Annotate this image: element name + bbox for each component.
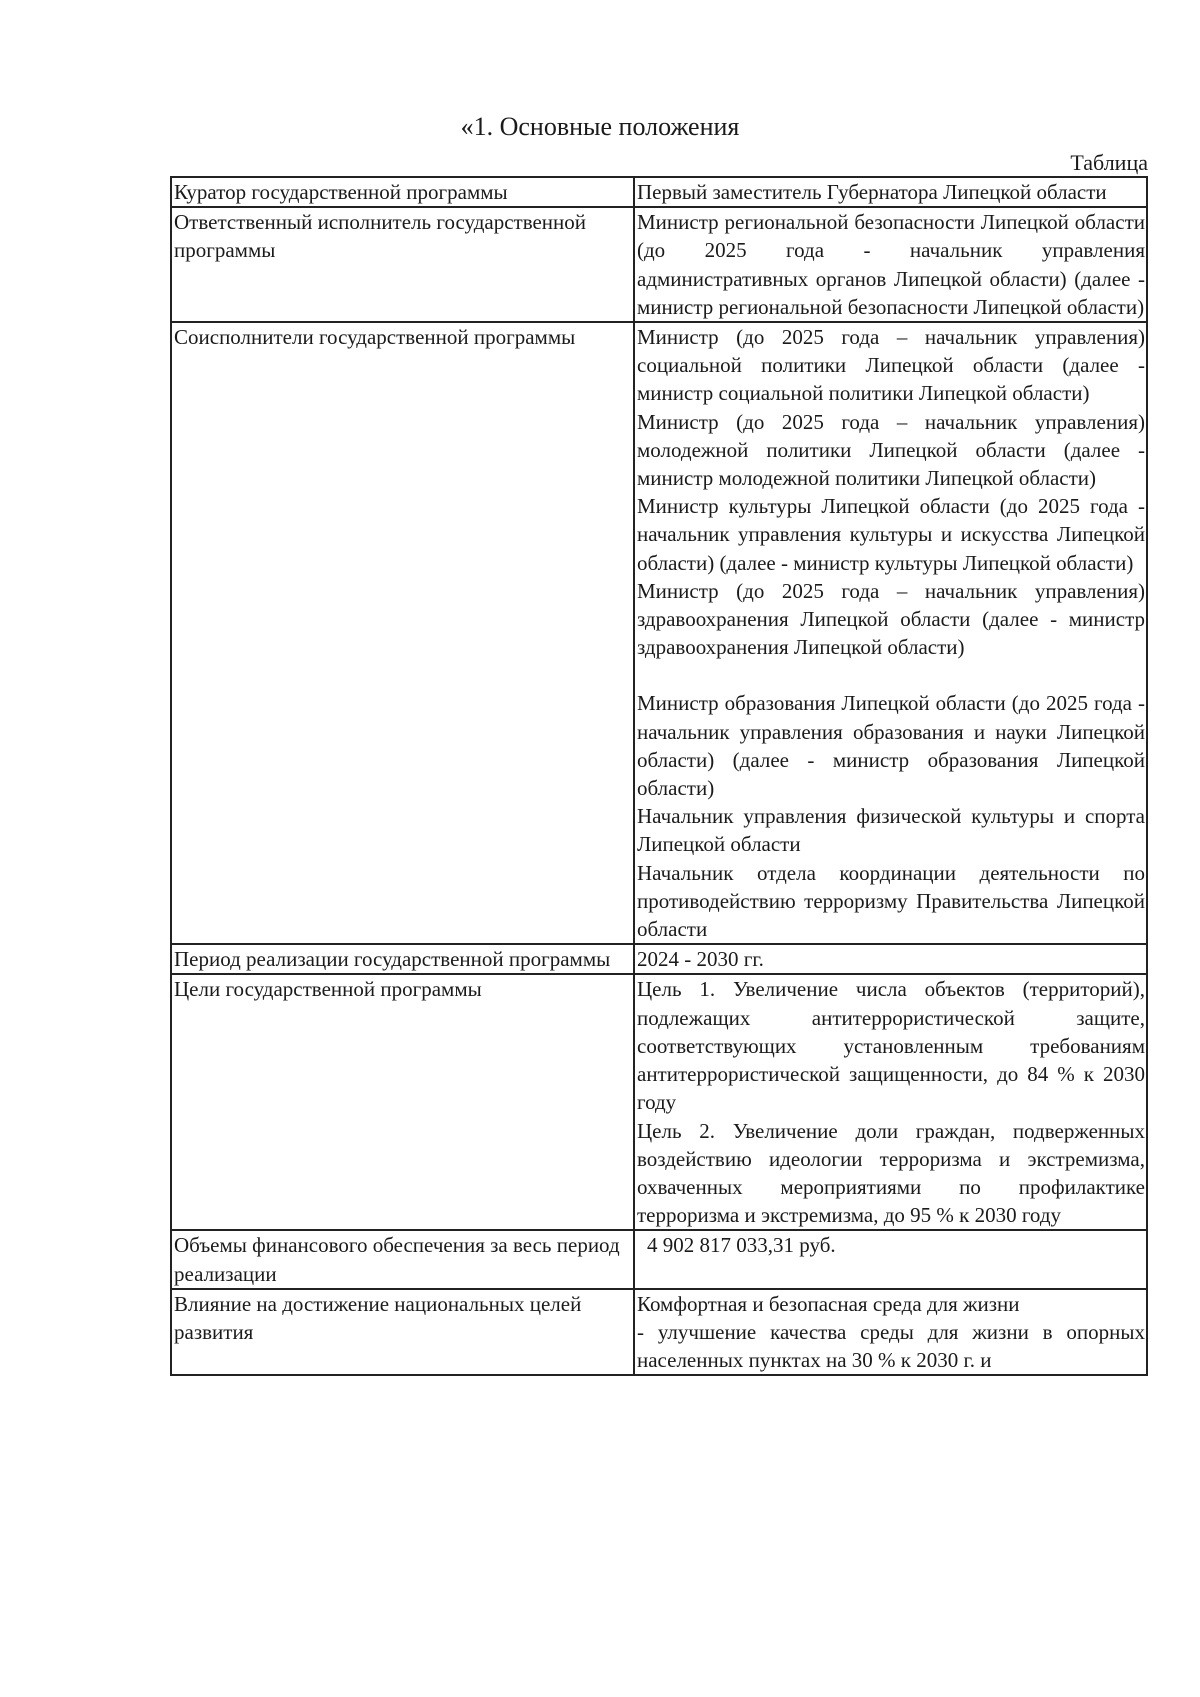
table-row-goals: [171, 974, 1147, 1230]
row-label: Период реализации государственной программы: [171, 944, 634, 974]
value-paragraph: Начальник управления физической культуры и спорта Липецкой области: [637, 804, 1145, 857]
row-value: [634, 1230, 1147, 1288]
value-paragraph: Министр (до 2025 года – начальник управления) здравоохранения Липецкой области (далее - министр здравоохранения Липецкой области): [637, 578, 1145, 660]
value-paragraph: Начальник отдела координации деятельности по противодействию терроризму Правительства Липецкой области: [637, 860, 1145, 942]
row-value: [634, 974, 1147, 1230]
value-paragraph: Министр культуры Липецкой области (до 2025 года - начальник управления культуры и искусства Липецкой области) (далее - министр культуры Липецкой области): [637, 494, 1145, 575]
row-label: Соисполнители государственной программы: [171, 322, 634, 944]
value-paragraph: 4 902 817 033,31 руб.: [647, 1233, 836, 1258]
value-paragraph: Министр (до 2025 года – начальник управления) молодежной политики Липецкой области (далее - министр молодежной политики Липецкой области): [637, 409, 1145, 491]
row-label: Цели государственной программы: [171, 974, 634, 1230]
table-row-period: [171, 944, 1147, 974]
value-paragraph: Цель 1. Увеличение числа объектов (территорий), подлежащих антитеррористической защите, соответствующих установленным требованиям антитеррористической защищенности, до 84 % к 2030 году: [637, 977, 1145, 1115]
table-row-curator: [171, 177, 1147, 207]
table-row-funding: [171, 1230, 1147, 1288]
row-value: [634, 177, 1147, 207]
table-row-national-goals: [171, 1289, 1147, 1376]
value-paragraph: Первый заместитель Губернатора Липецкой области: [637, 180, 1107, 204]
row-label: Объемы финансового обеспечения за весь период реализации: [171, 1230, 634, 1288]
paragraph-gap: [637, 661, 1145, 689]
row-label: Влияние на достижение национальных целей развития: [171, 1289, 634, 1376]
section-heading: «1. Основные положения: [460, 112, 740, 141]
value-paragraph: 2024 - 2030 гг.: [637, 947, 764, 972]
value-paragraph: Министр региональной безопасности Липецкой области (до 2025 года - начальник управления административных органов Липецкой области) (далее - министр региональной безопасности Липецкой области): [637, 210, 1145, 319]
row-label: Куратор государственной программы: [171, 177, 634, 207]
row-value: [634, 944, 1147, 974]
value-paragraph: Комфортная и безопасная среда для жизни: [637, 1291, 1020, 1316]
row-value: [634, 322, 1147, 944]
value-paragraph: - улучшение качества среды для жизни в опорных населенных пунктах на 30 % к 2030 г. и: [637, 1319, 1145, 1373]
row-label: Ответственный исполнитель государственной программы: [171, 207, 634, 322]
value-paragraph: Министр (до 2025 года – начальник управления) социальной политики Липецкой области (далее - министр социальной политики Липецкой области): [637, 325, 1145, 406]
value-paragraph: Цель 2. Увеличение доли граждан, подверженных воздействию идеологии терроризма и экстремизма, охваченных мероприятиями по профилактике терроризма и экстремизма, до 95 % к 2030 году: [637, 1118, 1145, 1228]
row-value: [634, 207, 1147, 322]
table-row-responsible-executor: [171, 207, 1147, 322]
table-row-co-executors: [171, 322, 1147, 944]
table-caption: Таблица: [1070, 150, 1148, 175]
program-passport-table: [170, 176, 1148, 1376]
value-paragraph: Министр образования Липецкой области (до 2025 года - начальник управления образования и науки Липецкой области) (далее - министр образования Липецкой области): [637, 691, 1145, 801]
row-value: [634, 1289, 1147, 1376]
